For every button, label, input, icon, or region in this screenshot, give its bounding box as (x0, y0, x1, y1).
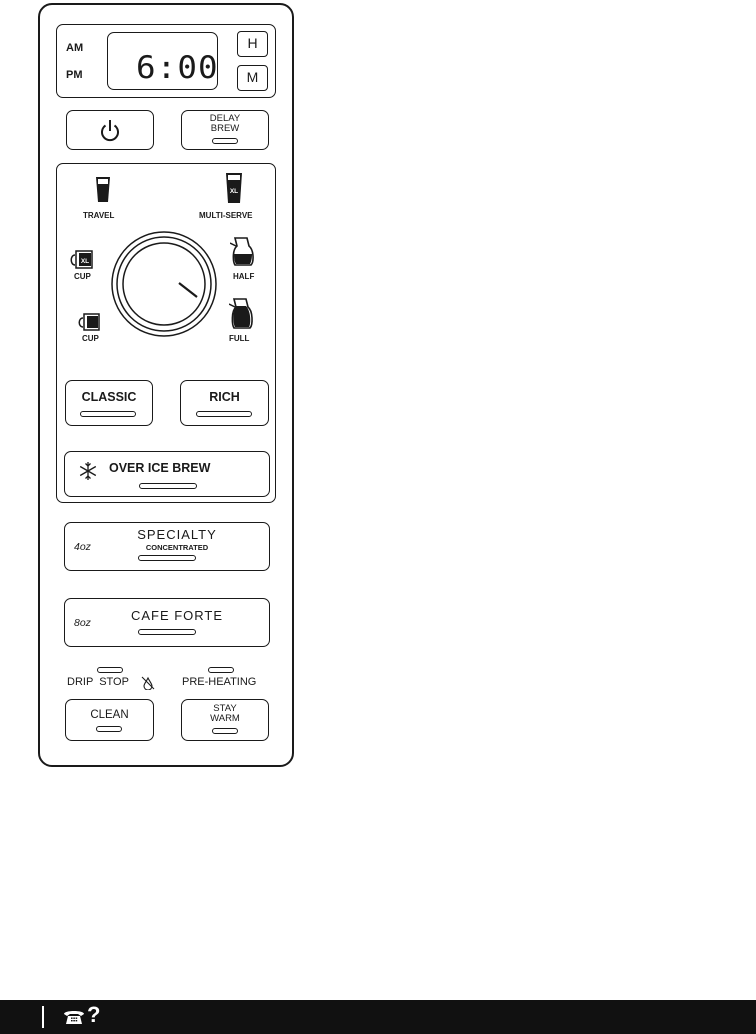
power-icon (66, 110, 154, 150)
classic-led (80, 411, 136, 417)
power-button[interactable] (66, 110, 154, 150)
classic-label: CLASSIC (81, 390, 137, 404)
cup-label: CUP (82, 334, 99, 343)
footer-bar (0, 1000, 756, 1034)
pre-heating-led (208, 667, 234, 673)
cup-icon (78, 312, 102, 334)
clean-button[interactable] (65, 699, 154, 741)
stay-warm-label-1: STAY (213, 703, 237, 714)
multi-serve-label: MULTI-SERVE (199, 211, 253, 220)
half-carafe-icon (230, 236, 256, 268)
drip-stop-label: DRIP STOP (67, 676, 129, 688)
full-carafe-icon (229, 297, 255, 331)
full-label: FULL (229, 334, 250, 343)
am-label: AM (66, 42, 84, 54)
delay-brew-led (212, 138, 238, 144)
snowflake-icon (78, 461, 98, 481)
specialty-subtitle: CONCENTRATED (145, 543, 209, 552)
stay-warm-led (212, 728, 238, 734)
half-label: HALF (233, 272, 255, 281)
size-selector-dial[interactable] (109, 229, 219, 339)
multi-serve-cup-icon (224, 171, 244, 205)
cafe-forte-led (138, 629, 196, 635)
specialty-title: SPECIALTY (137, 527, 217, 542)
stay-warm-button[interactable] (181, 699, 269, 741)
stay-warm-label-2: WARM (210, 713, 240, 724)
cafe-forte-title: CAFE FORTE (130, 608, 224, 623)
cafe-forte-button[interactable] (64, 598, 270, 647)
clock-time: 6:00 (136, 50, 219, 86)
help-icon: ? (87, 1002, 101, 1027)
telephone-icon (62, 1007, 86, 1027)
travel-mug-icon (93, 174, 113, 204)
classic-button[interactable] (65, 380, 153, 426)
minute-button-label: M (246, 69, 259, 85)
delay-brew-label-2: BREW (210, 123, 240, 134)
clean-label: CLEAN (90, 709, 129, 721)
multi-serve-xl-badge: XL (229, 188, 239, 195)
drip-stop-icon (141, 676, 155, 690)
rich-led (196, 411, 252, 417)
pm-label: PM (66, 69, 83, 81)
rich-button[interactable] (180, 380, 269, 426)
hour-button-label: H (247, 35, 258, 51)
drip-stop-led (97, 667, 123, 673)
specialty-led (138, 555, 196, 561)
delay-brew-button[interactable] (181, 110, 269, 150)
minute-button[interactable] (237, 65, 268, 91)
over-ice-brew-label: OVER ICE BREW (109, 461, 211, 475)
cup-xl-label: CUP (74, 272, 91, 281)
rich-label: RICH (209, 390, 240, 404)
delay-brew-label-1: DELAY (209, 113, 241, 124)
over-ice-brew-button[interactable] (64, 451, 270, 497)
specialty-size: 4oz (74, 541, 91, 553)
footer-divider (42, 1006, 44, 1028)
hour-button[interactable] (237, 31, 268, 57)
xl-cup-icon (69, 249, 95, 271)
travel-label: TRAVEL (83, 211, 115, 220)
clean-led (96, 726, 122, 732)
xl-cup-badge: XL (80, 258, 90, 265)
pre-heating-label: PRE-HEATING (182, 676, 257, 688)
specialty-button[interactable] (64, 522, 270, 571)
over-ice-brew-led (139, 483, 197, 489)
cafe-forte-size: 8oz (74, 617, 91, 629)
